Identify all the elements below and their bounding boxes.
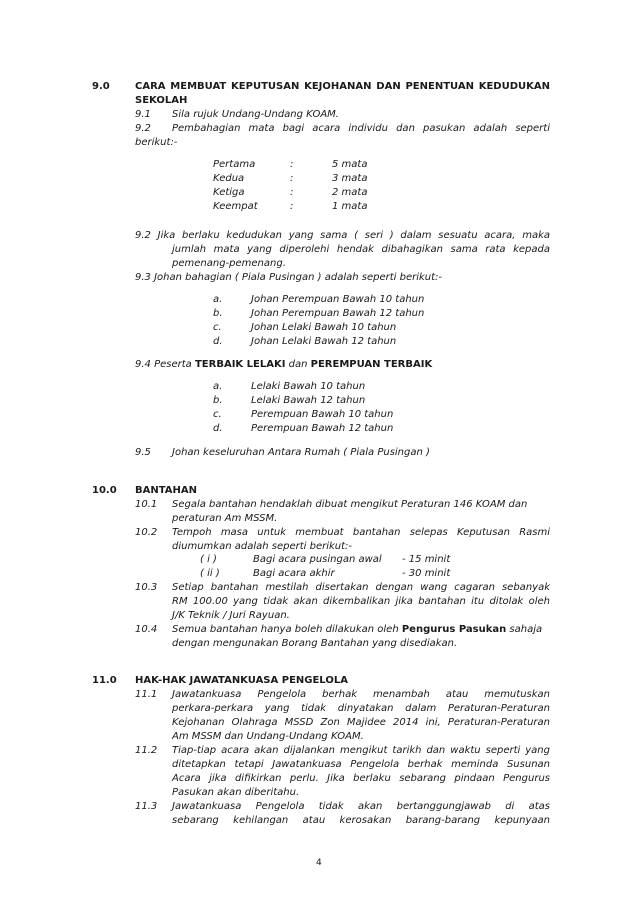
section-9-number: 9.0 (92, 81, 110, 92)
item-11-3-line-2: sebarang kehilangan atau kerosakan barang-barang kepunyaan (172, 815, 550, 826)
list-letter: b. (213, 308, 223, 319)
points-place: Kedua (213, 173, 245, 184)
item-10-4-number: 10.4 (135, 624, 158, 635)
item-9-5-number: 9.5 (135, 447, 151, 458)
item-10-4-text-cont: dengan mengunakan Borang Bantahan yang disediakan. (172, 638, 458, 649)
seri-rule-line-1: 9.2 Jika berlaku kedudukan yang sama ( seri ) dalam sesuatu acara, maka (135, 230, 550, 241)
item-10-2-text-cont: diumumkan adalah seperti berikut:- (172, 541, 353, 552)
timing-1-label: ( i ) (200, 554, 217, 565)
points-place: Keempat (213, 201, 258, 212)
list-item: Lelaki Bawah 10 tahun (251, 381, 366, 392)
item-9-5-text: Johan keseluruhan Antara Rumah ( Piala Pusingan ) (172, 447, 430, 458)
item-9-3-text: 9.3 Johan bahagian ( Piala Pusingan ) adalah seperti berikut:- (135, 272, 443, 283)
points-place: Ketiga (213, 187, 245, 198)
list-letter: b. (213, 395, 223, 406)
list-letter: d. (213, 336, 223, 347)
item-9-2-number: 9.2 (135, 123, 151, 134)
section-9-heading-cont: SEKOLAH (135, 95, 188, 106)
item-10-2-number: 10.2 (135, 527, 158, 538)
item-10-3-text-end: J/K Teknik / Juri Rayuan. (172, 610, 290, 621)
section-10-number: 10.0 (92, 485, 117, 496)
section-11-number: 11.0 (92, 675, 117, 686)
seri-rule-line-2: jumlah mata yang diperolehi hendak dibahagikan sama rata kepada (172, 244, 550, 255)
item-11-1-line-3: Kejohanan Olahraga MSSD Zon Majidee 2014 ini, Peraturan-Peraturan (172, 717, 550, 728)
item-10-4-text (172, 623, 542, 637)
item-10-1-text-cont: peraturan Am MSSM. (172, 513, 278, 524)
timing-2-label: ( ii ) (200, 568, 220, 579)
list-item: Lelaki Bawah 12 tahun (251, 395, 366, 406)
seri-rule-line-3: pemenang-pemenang. (172, 258, 286, 269)
list-letter: a. (213, 294, 223, 305)
item-9-4-and: dan (288, 359, 308, 370)
item-11-1-line-1: Jawatankuasa Pengelola berhak menambah atau memutuskan (172, 689, 550, 700)
list-item: Perempuan Bawah 10 tahun (251, 409, 394, 420)
list-letter: c. (213, 322, 222, 333)
section-9-heading: CARA MEMBUAT KEPUTUSAN KEJOHANAN DAN PENENTUAN KEDUDUKAN (135, 81, 550, 92)
item-10-4-text-a: Semua bantahan hanya boleh dilakukan oleh (172, 624, 399, 635)
item-9-2-text: Pembahagian mata bagi acara individu dan pasukan adalah seperti (172, 123, 550, 134)
item-11-3-number: 11.3 (135, 801, 158, 812)
section-11-heading: HAK-HAK JAWATANKUASA PENGELOLA (135, 675, 348, 686)
list-item: Johan Lelaki Bawah 10 tahun (251, 322, 397, 333)
item-10-2-text: Tempoh masa untuk membuat bantahan selepas Keputusan Rasmi (172, 527, 550, 538)
item-11-2-line-3: Acara jika difikirkan perlu. Jika berlaku sebarang pindaan Pengurus (172, 773, 550, 784)
item-11-1-line-2: perkara-perkara yang tidak dinyatakan dalam Peraturan-Peraturan (172, 703, 550, 714)
points-value: 1 mata (332, 201, 368, 212)
timing-1-value: - 15 minit (402, 554, 451, 565)
item-10-3-text-cont: RM 100.00 yang tidak akan dikembalikan jika bantahan itu ditolak oleh (172, 596, 550, 607)
list-letter: d. (213, 423, 223, 434)
points-colon: : (290, 201, 294, 212)
points-colon: : (290, 187, 294, 198)
section-10-heading: BANTAHAN (135, 485, 197, 496)
item-11-2-number: 11.2 (135, 745, 158, 756)
timing-2-value: - 30 minit (402, 568, 451, 579)
item-11-3-line-1: Jawatankuasa Pengelola tidak akan bertanggungjawab di atas (172, 801, 550, 812)
item-9-4-best-female: PEREMPUAN TERBAIK (310, 359, 433, 370)
item-10-4-text-c: sahaja (509, 624, 543, 635)
list-letter: c. (213, 409, 222, 420)
timing-1-text: Bagi acara pusingan awal (253, 554, 382, 565)
item-11-2-line-4: Pasukan akan diberitahu. (172, 787, 300, 798)
item-10-1-text: Segala bantahan hendaklah dibuat mengikut Peraturan 146 KOAM dan (172, 499, 528, 510)
list-item: Johan Perempuan Bawah 12 tahun (251, 308, 425, 319)
points-value: 3 mata (332, 173, 368, 184)
item-9-2-text-cont: berikut:- (135, 137, 178, 148)
item-10-4-team-manager: Pengurus Pasukan (401, 624, 507, 635)
item-10-1-number: 10.1 (135, 499, 158, 510)
list-item: Johan Lelaki Bawah 12 tahun (251, 336, 397, 347)
item-11-1-line-4: Am MSSM dan Undang-Undang KOAM. (172, 731, 364, 742)
item-9-4-text (135, 358, 432, 372)
list-item: Perempuan Bawah 12 tahun (251, 423, 394, 434)
points-colon: : (290, 173, 294, 184)
item-9-1-text: Sila rujuk Undang-Undang KOAM. (172, 109, 339, 120)
points-value: 5 mata (332, 159, 368, 170)
list-letter: a. (213, 381, 223, 392)
timing-2-text: Bagi acara akhir (253, 568, 335, 579)
points-place: Pertama (213, 159, 256, 170)
item-10-3-number: 10.3 (135, 582, 158, 593)
item-11-2-line-1: Tiap-tiap acara akan dijalankan mengikut tarikh dan waktu seperti yang (172, 745, 550, 756)
item-9-4-prefix: 9.4 Peserta (135, 359, 192, 370)
points-value: 2 mata (332, 187, 368, 198)
page-number: 4 (316, 858, 322, 868)
list-item: Johan Perempuan Bawah 10 tahun (251, 294, 425, 305)
item-9-4-best-male: TERBAIK LELAKI (194, 359, 286, 370)
item-11-2-line-2: ditetapkan tetapi Jawatankuasa Pengelola berhak meminda Susunan (172, 759, 550, 770)
item-10-3-text: Setiap bantahan mestilah disertakan dengan wang cagaran sebanyak (172, 582, 550, 593)
item-11-1-number: 11.1 (135, 689, 158, 700)
item-9-1-number: 9.1 (135, 109, 151, 120)
points-colon: : (290, 159, 294, 170)
